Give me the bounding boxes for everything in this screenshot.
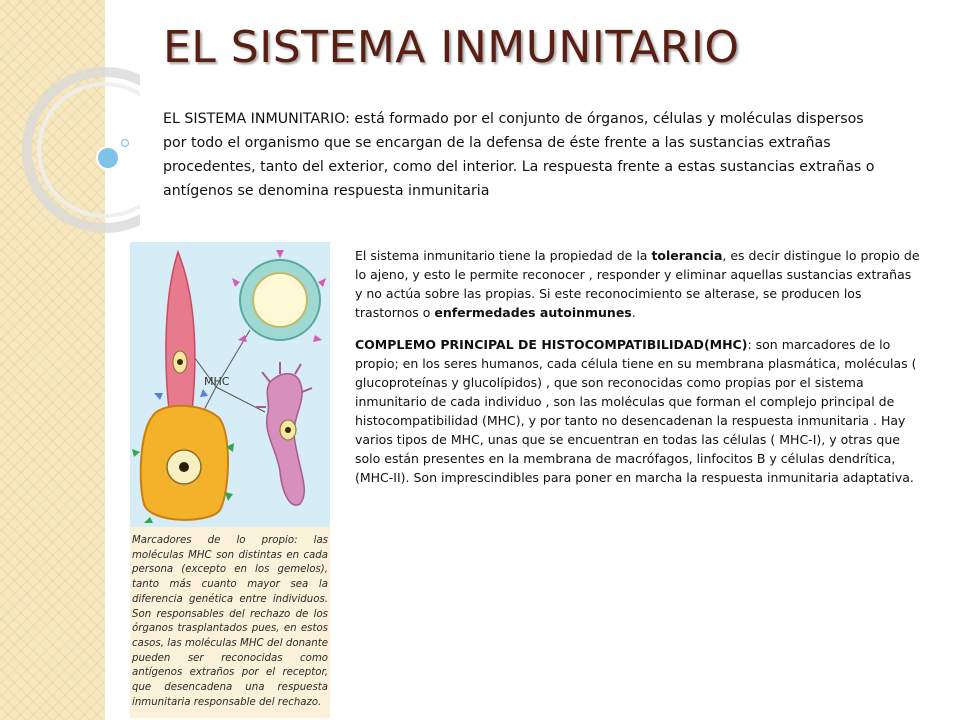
- figure-caption: Marcadores de lo propio: las moléculas MHC son distintas en cada persona (excepto en los gemelos), tanto más cuanto mayor sea la diferencia genética entre individuos. Son responsables del rechazo de los órganos trasplantados pues, en estos casos, las moléculas MHC del donante pueden ser reconocidas como antígenos extraños por el receptor, que desencadena una respuesta inmunitaria responsable del rechazo.: [132, 535, 328, 708]
- page-title: EL SISTEMA INMUNITARIO: [163, 22, 740, 73]
- paragraph1-text-a: El sistema inmunitario tiene la propiedad de la: [355, 248, 652, 263]
- cells-illustration: [130, 242, 330, 527]
- tolerance-paragraph: [355, 246, 921, 322]
- tolerance-term: tolerancia: [651, 248, 723, 263]
- mhc-label: MHC: [204, 375, 230, 388]
- intro-paragraph: EL SISTEMA INMUNITARIO: está formado por el conjunto de órganos, células y moléculas dispersos por todo el organismo que se encargan de la defensa de éste frente a las sustancias extrañas procedentes, tanto del exterior, como del interior. La respuesta frente a estas sustancias extrañas o antígenos se denomina respuesta inmunitaria: [163, 111, 875, 199]
- body-text: [355, 246, 921, 500]
- mhc-paragraph: [355, 335, 921, 487]
- paragraph1-text-e: .: [631, 305, 636, 320]
- paragraph1-text-c: , es decir distingue lo propio de lo ajeno, y esto le permite reconocer , responder y eliminar aquellas sustancias extrañas y no actúa sobre las propias. Si este reconocimiento se alterase, se producen los trastornos o: [355, 248, 920, 320]
- mhc-figure: [130, 242, 330, 718]
- autoimmune-term: enfermedades autoinmunes: [434, 305, 632, 320]
- mhc-heading: COMPLEMO PRINCIPAL DE HISTOCOMPATIBILIDAD(MHC): [355, 337, 748, 352]
- mhc-text: : son marcadores de lo propio; en los seres humanos, cada célula tiene en su membrana plasmática, moléculas ( glucoproteínas y glucolípidos) , que son reconocidas como propias por el sistema inmunitario de cada individuo , son las moléculas que forman el complejo principal de histocompatibilidad (MHC), y por tanto no desencadenan la respuesta inmunitaria . Hay varios tipos de MHC, unas que se encuentran en todas las células ( MHC-I), y otras que solo están presentes en la membrana de macrófagos, linfocitos B y células dendrítica, (MHC-II). Son imprescindibles para poner en marcha la respuesta inmunitaria adaptativa.: [355, 337, 917, 485]
- decorative-circles: [0, 0, 140, 260]
